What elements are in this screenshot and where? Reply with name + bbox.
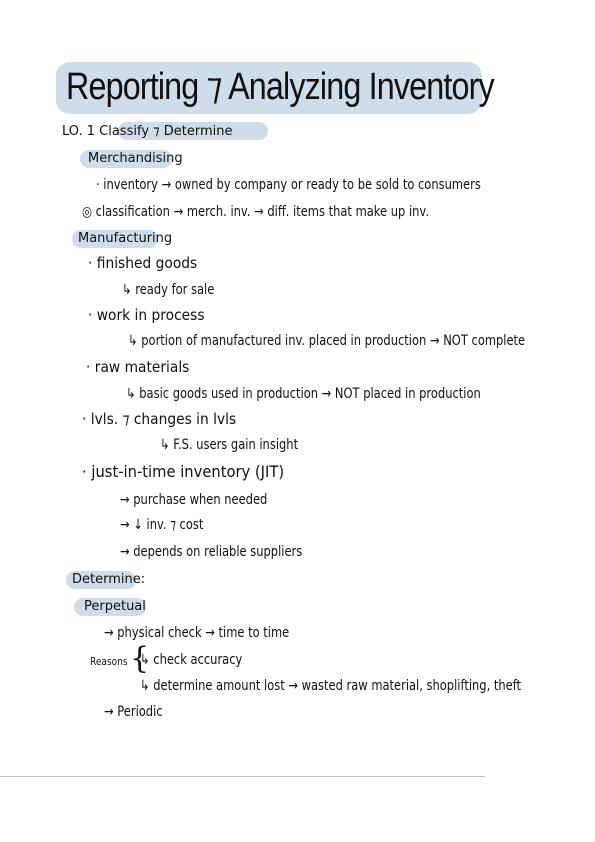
page-title: Reporting ⁊ Analyzing Inventory — [66, 66, 494, 108]
just-in-time: · just-in-time inventory (JIT) — [82, 462, 285, 481]
reasons-brace-icon: { — [130, 641, 150, 676]
work-in-process-detail: ↳ portion of manufactured inv. placed in production → NOT complete — [128, 333, 526, 349]
determine-heading: Determine: — [72, 572, 146, 587]
finished-goods: · finished goods — [88, 254, 198, 272]
levels-changes: · lvls. ⁊ changes in lvls — [82, 410, 237, 428]
merch-bullet-classification: ◎ classification → merch. inv. → diff. items that make up inv. — [82, 204, 429, 220]
footer-divider — [0, 776, 485, 777]
merch-heading: Merchandising — [88, 151, 183, 166]
check-accuracy: ↳ check accuracy — [140, 652, 243, 668]
raw-materials-detail: ↳ basic goods used in production → NOT placed in production — [126, 386, 481, 402]
physical-check: → physical check → time to time — [104, 625, 290, 641]
jit-purchase: → purchase when needed — [120, 492, 268, 508]
merch-bullet-inventory: · inventory → owned by company or ready to be sold to consumers — [96, 177, 481, 193]
manuf-heading: Manufacturing — [78, 231, 173, 246]
finished-goods-detail: ↳ ready for sale — [122, 282, 215, 298]
periodic: → Periodic — [104, 704, 163, 720]
jit-suppliers: → depends on reliable suppliers — [120, 544, 303, 560]
amount-lost: ↳ determine amount lost → wasted raw material, shoplifting, theft — [140, 678, 522, 694]
work-in-process: · work in process — [88, 306, 205, 324]
reasons-label: Reasons — [90, 655, 128, 668]
raw-materials: · raw materials — [86, 358, 190, 376]
lo-heading: LO. 1 Classify ⁊ Determine — [62, 124, 233, 139]
perpetual-heading: Perpetual — [84, 599, 146, 614]
jit-reduce: → ↓ inv. ⁊ cost — [120, 517, 204, 533]
levels-detail: ↳ F.S. users gain insight — [160, 437, 299, 453]
